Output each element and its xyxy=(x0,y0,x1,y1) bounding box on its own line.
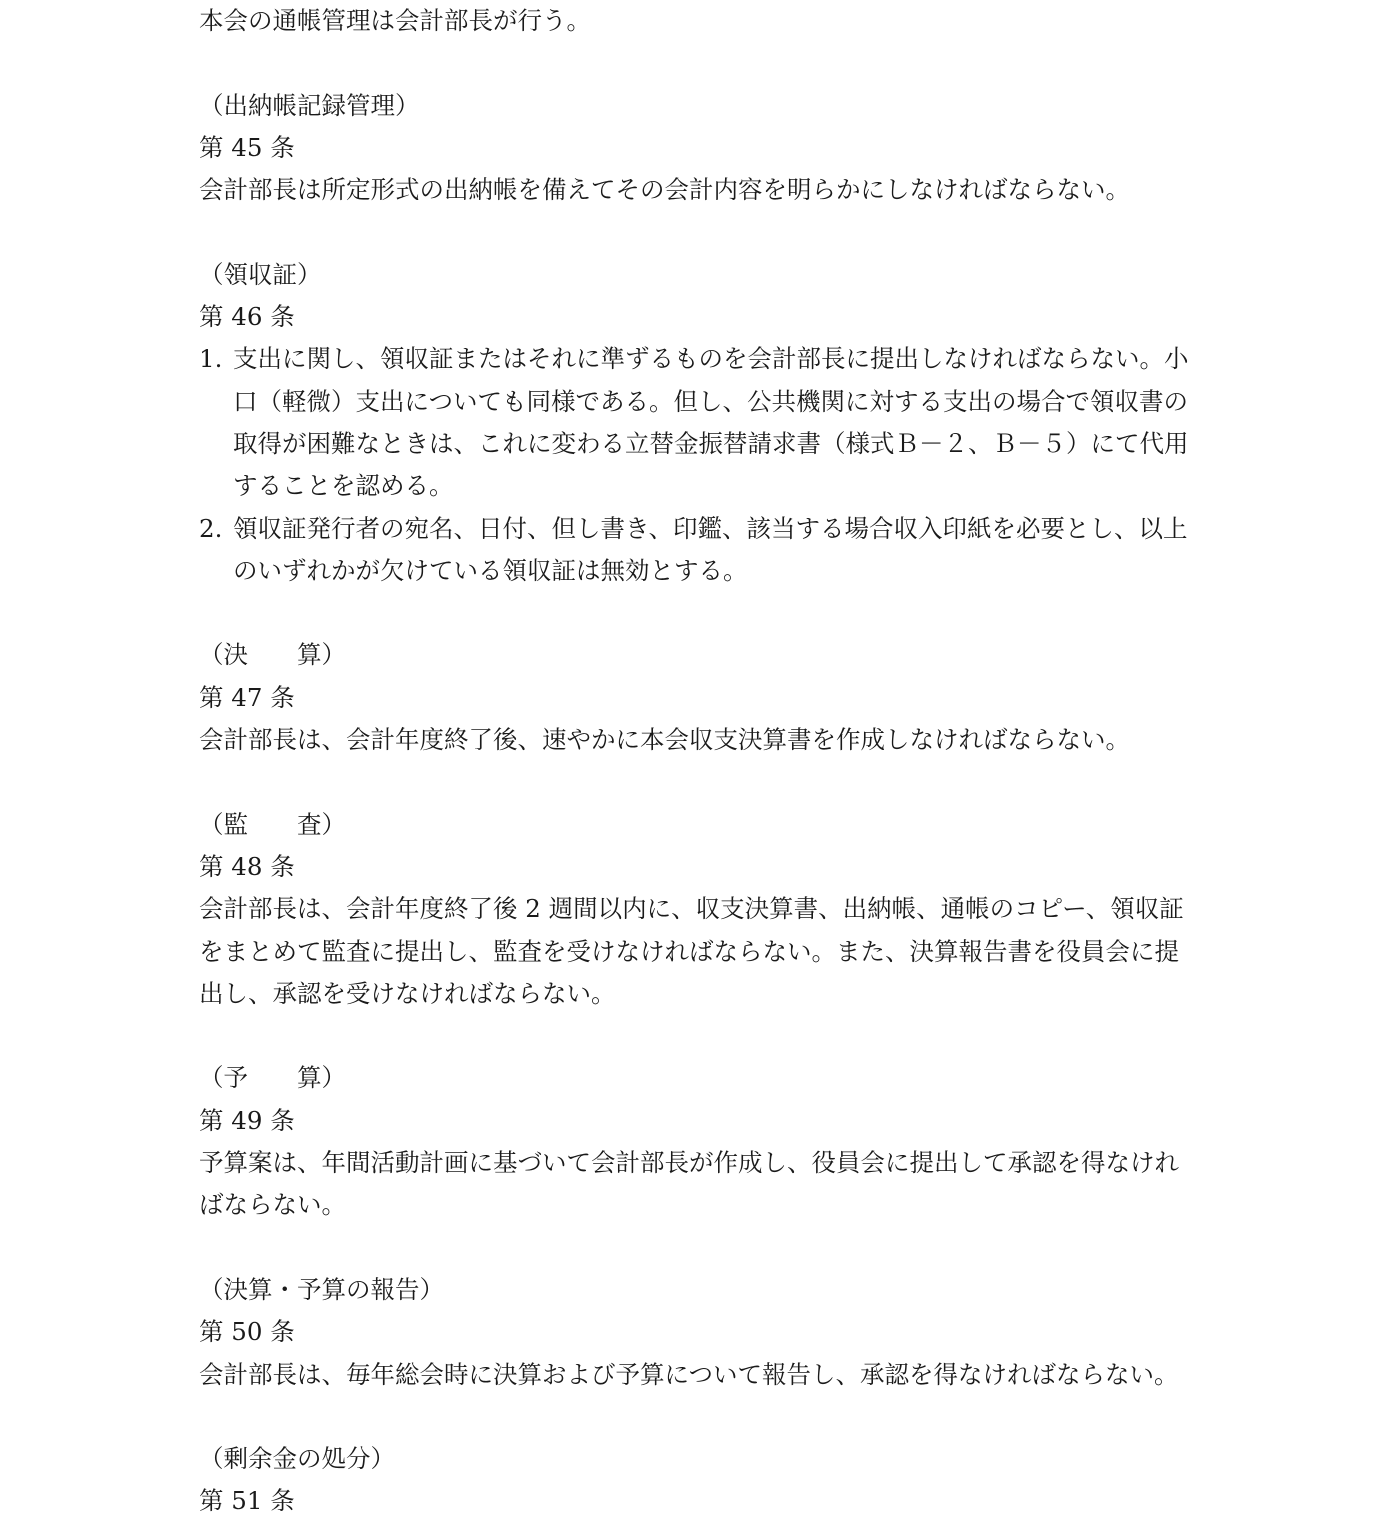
article-number: 第 50 条 xyxy=(199,1317,295,1347)
article-number: 第 46 条 xyxy=(199,302,295,332)
article-body-line: 会計部長は、会計年度終了後 2 週間以内に、収支決算書、出納帳、通帳のコピー、領収証 xyxy=(199,894,1184,924)
article-heading: （監 査） xyxy=(199,809,346,839)
article-heading: （出納帳記録管理） xyxy=(199,90,420,120)
article-heading: （予 算） xyxy=(199,1063,346,1093)
item-line: のいずれかが欠けている領収証は無効とする。 xyxy=(233,555,748,585)
spacer xyxy=(199,1015,1199,1057)
article-body-line: ばならない。 xyxy=(199,1190,346,1220)
article-number: 第 49 条 xyxy=(199,1105,295,1135)
article-heading: （剰余金の処分） xyxy=(199,1444,395,1474)
item-line: 口（軽微）支出についても同様である。但し、公共機関に対する支出の場合で領収書の xyxy=(233,386,1189,416)
item-number: 1. xyxy=(199,344,223,374)
item-line: 支出に関し、領収証またはそれに準ずるものを会計部長に提出しなければならない。小 xyxy=(233,344,1189,374)
article-body-line: 予算案は、年間活動計画に基づいて会計部長が作成し、役員会に提出して承認を得なけれ xyxy=(199,1148,1179,1178)
spacer xyxy=(199,1396,1199,1438)
spacer xyxy=(199,592,1199,634)
document-body xyxy=(199,0,1199,1523)
article-number: 第 51 条 xyxy=(199,1486,295,1516)
article-48 xyxy=(199,804,1199,1015)
article-body-line: 出し、承認を受けなければならない。 xyxy=(199,978,616,1008)
item-number: 2. xyxy=(199,513,223,543)
spacer xyxy=(199,211,1199,253)
article-47 xyxy=(199,634,1199,761)
intro-text: 本会の通帳管理は会計部長が行う。 xyxy=(199,6,591,35)
spacer xyxy=(199,1227,1199,1269)
spacer xyxy=(199,42,1199,84)
article-46 xyxy=(199,254,1199,592)
article-number: 第 47 条 xyxy=(199,682,295,712)
list-item xyxy=(199,508,1195,593)
article-item-list xyxy=(199,338,1199,592)
article-number: 第 45 条 xyxy=(199,132,295,162)
item-line: 取得が困難なときは、これに変わる立替金振替請求書（様式Ｂ－２、Ｂ－５）にて代用 xyxy=(233,428,1189,458)
list-item xyxy=(199,338,1195,507)
article-number: 第 48 条 xyxy=(199,851,295,881)
article-51 xyxy=(199,1438,1199,1523)
article-45 xyxy=(199,85,1199,212)
article-heading: （領収証） xyxy=(199,259,322,289)
article-body: 会計部長は、毎年総会時に決算および予算について報告し、承認を得なければならない。 xyxy=(199,1359,1179,1389)
article-50 xyxy=(199,1269,1199,1396)
article-49 xyxy=(199,1057,1199,1226)
article-heading: （決算・予算の報告） xyxy=(199,1274,444,1304)
article-body: 会計部長は所定形式の出納帳を備えてその会計内容を明らかにしなければならない。 xyxy=(199,175,1130,205)
item-line: 領収証発行者の宛名、日付、但し書き、印鑑、該当する場合収入印紙を必要とし、以上 xyxy=(233,513,1188,543)
article-body-line: をまとめて監査に提出し、監査を受けなければならない。また、決算報告書を役員会に提 xyxy=(199,936,1179,966)
article-heading: （決 算） xyxy=(199,640,346,670)
article-body: 会計部長は、会計年度終了後、速やかに本会収支決算書を作成しなければならない。 xyxy=(199,725,1130,755)
item-line: することを認める。 xyxy=(233,471,454,501)
spacer xyxy=(199,761,1199,803)
